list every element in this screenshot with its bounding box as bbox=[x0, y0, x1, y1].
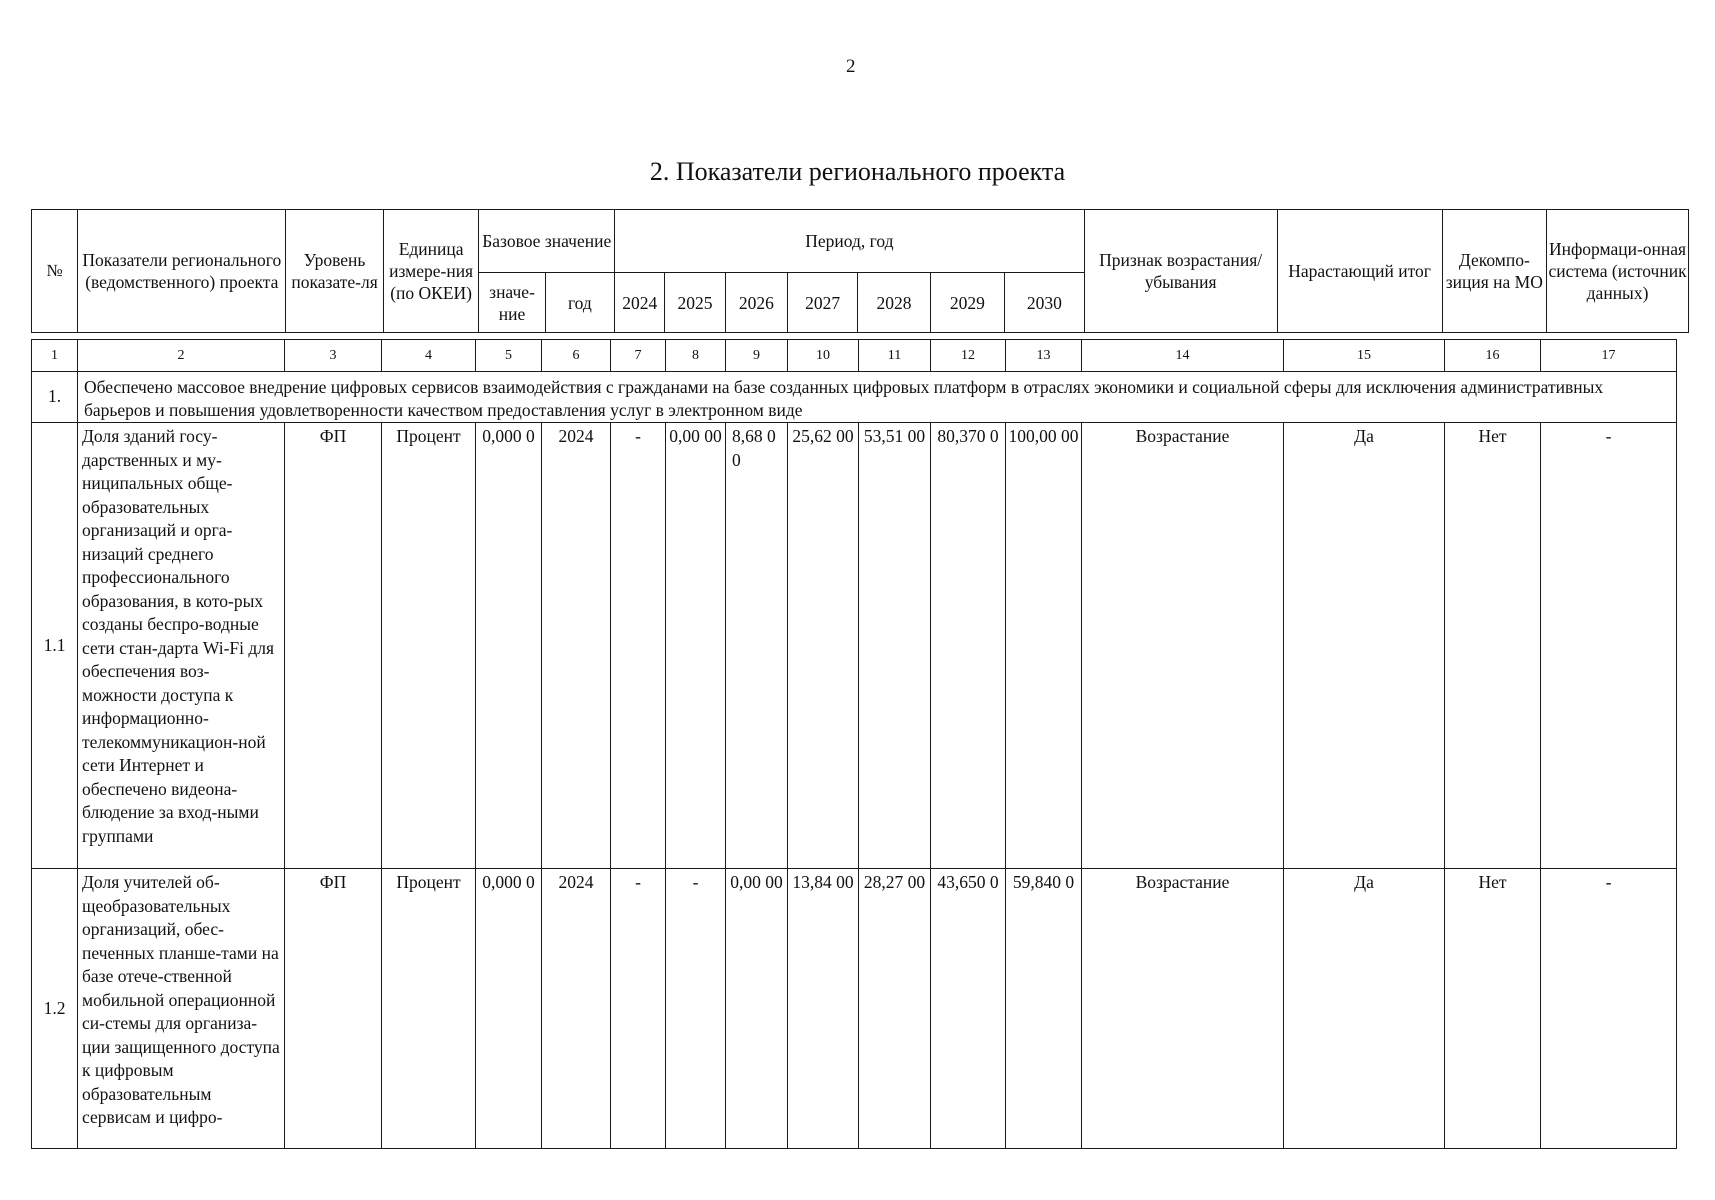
column-number: 13 bbox=[1006, 340, 1082, 372]
base-year: 2024 bbox=[542, 423, 611, 869]
value-2029: 80,370 0 bbox=[937, 426, 999, 446]
header-no: № bbox=[32, 210, 78, 333]
base-year: 2024 bbox=[542, 869, 611, 1149]
header-trend: Признак возрастания/ убывания bbox=[1084, 210, 1277, 333]
trend: Возрастание bbox=[1082, 869, 1284, 1149]
value-2025: - bbox=[666, 869, 726, 1149]
column-number: 17 bbox=[1541, 340, 1677, 372]
header-decomposition: Декомпо-зиция на МО bbox=[1442, 210, 1547, 333]
value-2030: 59,840 0 bbox=[1012, 872, 1075, 892]
indicator-level: ФП bbox=[285, 423, 382, 869]
column-number: 9 bbox=[726, 340, 788, 372]
decomposition: Нет bbox=[1445, 869, 1541, 1149]
column-number: 4 bbox=[382, 340, 476, 372]
header-year-2030: 2030 bbox=[1005, 273, 1084, 333]
column-number-row bbox=[32, 340, 1677, 372]
header-level: Уровень показате-ля bbox=[286, 210, 384, 333]
header-indicator: Показатели регионального (ведомственного) проекта bbox=[78, 210, 286, 333]
value-2026: 8,68 00 bbox=[732, 426, 776, 470]
section-number: 1. bbox=[32, 372, 78, 423]
column-number: 15 bbox=[1284, 340, 1445, 372]
header-year-2024: 2024 bbox=[615, 273, 665, 333]
header-info-system: Информаци-онная система (источник данных) bbox=[1547, 210, 1689, 333]
row-number: 1.1 bbox=[32, 423, 78, 869]
value-2027: 25,62 00 bbox=[792, 426, 854, 446]
section-row bbox=[32, 372, 1677, 423]
cumulative: Да bbox=[1284, 423, 1445, 869]
trend: Возрастание bbox=[1082, 423, 1284, 869]
table-row bbox=[32, 423, 1677, 869]
value-2026: 0,00 00 bbox=[730, 872, 783, 892]
column-number: 6 bbox=[542, 340, 611, 372]
column-number: 8 bbox=[666, 340, 726, 372]
value-2028: 53,51 00 bbox=[863, 426, 926, 446]
column-number: 11 bbox=[859, 340, 931, 372]
row-number: 1.2 bbox=[32, 869, 78, 1149]
value-2030: 100,00 00 bbox=[1008, 426, 1079, 446]
column-number: 14 bbox=[1082, 340, 1284, 372]
indicators-table-body bbox=[31, 339, 1677, 1149]
value-2029: 43,650 0 bbox=[937, 872, 999, 892]
header-cumulative: Нарастающий итог bbox=[1277, 210, 1442, 333]
info-system: - bbox=[1541, 423, 1677, 869]
column-number: 2 bbox=[78, 340, 285, 372]
header-base: Базовое значение bbox=[479, 210, 615, 273]
column-number: 3 bbox=[285, 340, 382, 372]
indicators-table-header bbox=[31, 209, 1689, 333]
header-base-year: год bbox=[545, 273, 614, 333]
column-number: 16 bbox=[1445, 340, 1541, 372]
value-2025: 0,00 00 bbox=[669, 426, 722, 446]
section-text: Обеспечено массовое внедрение цифровых сервисов взаимодействия с гражданами на базе созданных цифровых платформ в отраслях экономики и социальной сферы для исключения административных барьеров и повышения удовлетворенности качеством предоставления услуг в электронном виде bbox=[78, 372, 1677, 423]
column-number: 7 bbox=[611, 340, 666, 372]
base-value: 0,000 0 bbox=[482, 426, 535, 446]
value-2027: 13,84 00 bbox=[792, 872, 854, 892]
indicator-name: Доля учителей об-щеобразовательных организаций, обес-печенных планше-тами на базе отече-ственной мобильной операционной си-стемы для организа-ции защищенного доступа к цифровым образовательным сервисам и цифро- bbox=[78, 869, 285, 1149]
header-year-2025: 2025 bbox=[665, 273, 725, 333]
column-number: 1 bbox=[32, 340, 78, 372]
cumulative: Да bbox=[1284, 869, 1445, 1149]
header-base-value: значе-ние bbox=[479, 273, 545, 333]
header-year-2027: 2027 bbox=[787, 273, 857, 333]
column-number: 10 bbox=[788, 340, 859, 372]
header-year-2026: 2026 bbox=[725, 273, 787, 333]
page-title: 2. Показатели регионального проекта bbox=[649, 157, 1066, 186]
header-unit: Единица измере-ния (по ОКЕИ) bbox=[383, 210, 479, 333]
decomposition: Нет bbox=[1445, 423, 1541, 869]
column-number: 12 bbox=[931, 340, 1006, 372]
indicator-level: ФП bbox=[285, 869, 382, 1149]
info-system: - bbox=[1541, 869, 1677, 1149]
table-row bbox=[32, 869, 1677, 1149]
value-2028: 28,27 00 bbox=[863, 872, 926, 892]
column-number: 5 bbox=[476, 340, 542, 372]
page-number: 2 bbox=[846, 56, 856, 77]
value-2024: - bbox=[611, 869, 666, 1149]
base-value: 0,000 0 bbox=[482, 872, 535, 892]
header-year-2029: 2029 bbox=[930, 273, 1004, 333]
value-2024: - bbox=[611, 423, 666, 869]
header-period: Период, год bbox=[615, 210, 1085, 273]
indicator-unit: Процент bbox=[382, 869, 476, 1149]
indicator-unit: Процент bbox=[382, 423, 476, 869]
header-year-2028: 2028 bbox=[858, 273, 930, 333]
indicator-name: Доля зданий госу-дарственных и му-ниципальных обще-образовательных организаций и орга-низаций среднего профессионального образования, в кото-рых созданы беспро-водные сети стан-дарта Wi-Fi для обеспечения воз-можности доступа к информационно-телекоммуникацион-ной сети Интернет и обеспечено видеона-блюдение за вход-ными группами bbox=[78, 423, 285, 869]
